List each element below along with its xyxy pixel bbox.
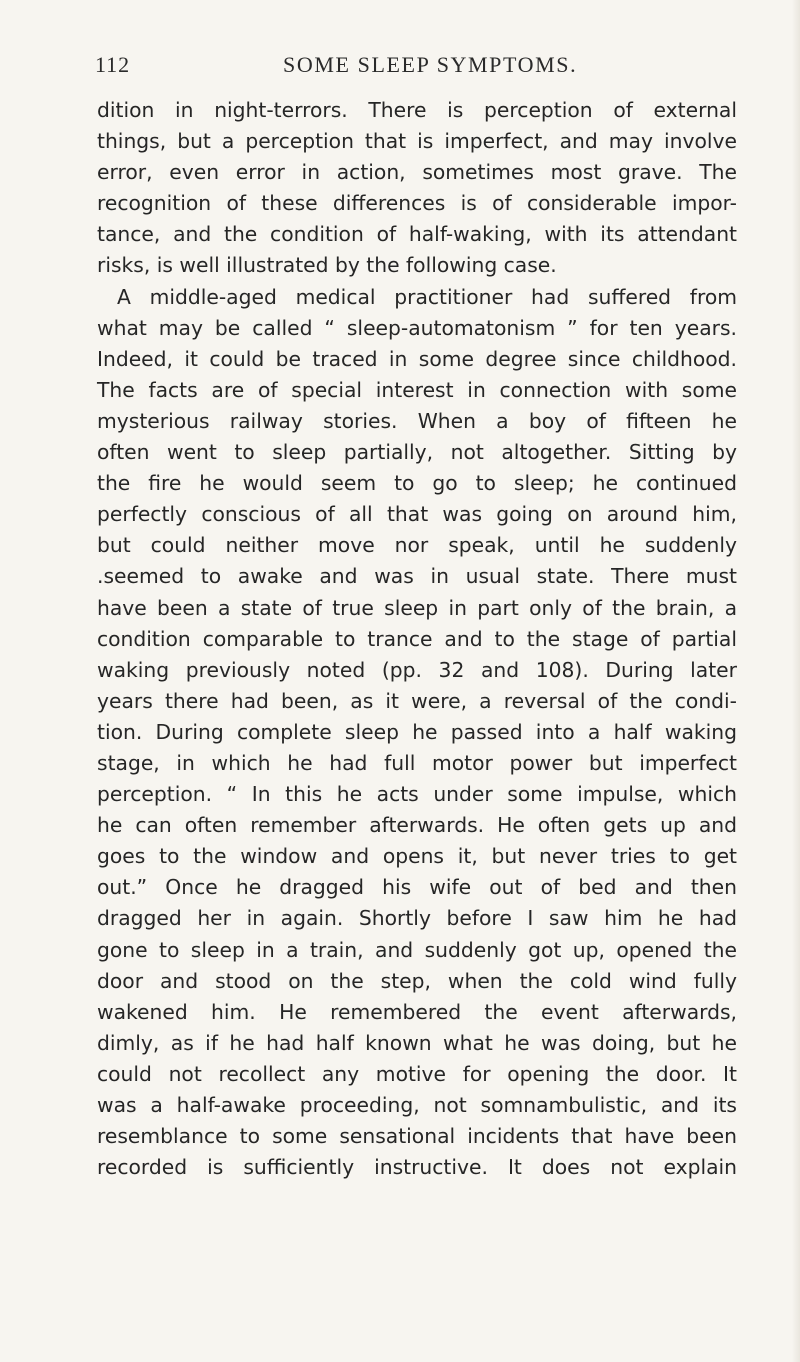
text-line: was a half-awake proceeding, not somnambulistic, and its xyxy=(97,1093,737,1117)
text-line: resemblance to some sensational incidents that have been xyxy=(97,1124,737,1149)
text-line: things, but a perception that is imperfect, and may involve xyxy=(97,129,737,154)
text-line: wakened him. He remembered the event afterwards, xyxy=(97,999,737,1024)
text-line: mysterious railway stories. When a boy of fifteen he xyxy=(97,408,737,433)
text-line: goes to the window and opens it, but never tries to get xyxy=(97,844,737,869)
text-line: tance, and the condition of half-waking, with its attendant xyxy=(97,222,737,247)
text-line: A middle-aged medical practitioner had suffered from xyxy=(117,284,737,309)
body-text xyxy=(97,95,737,1183)
text-line: tion. During complete sleep he passed into a half waking xyxy=(97,719,737,744)
page-number: 112 xyxy=(95,52,131,77)
text-line: condition comparable to trance and to the stage of partial xyxy=(97,626,737,651)
page-header xyxy=(95,52,735,86)
text-line: risks, is well illustrated by the following case. xyxy=(97,253,557,278)
text-line: door and stood on the step, when the cold wind fully xyxy=(97,968,737,993)
text-line: what may be called “ sleep-automatonism ” for ten years. xyxy=(97,315,737,340)
text-line: have been a state of true sleep in part only of the brain, a xyxy=(97,595,737,620)
text-line: but could neither move nor speak, until he suddenly xyxy=(97,533,737,558)
text-line: gone to sleep in a train, and suddenly got up, opened the xyxy=(97,937,737,962)
text-line: he can often remember afterwards. He often gets up and xyxy=(97,813,737,838)
text-line: dimly, as if he had half known what he was doing, but he xyxy=(97,1030,737,1055)
text-line: waking previously noted (pp. 32 and 108). During later xyxy=(97,657,737,682)
text-line: perfectly conscious of all that was going on around him, xyxy=(97,502,737,527)
text-line: recognition of these differences is of considerable impor- xyxy=(97,191,737,216)
text-line: out.” Once he dragged his wife out of bed and then xyxy=(97,875,737,900)
text-line: perception. “ In this he acts under some impulse, which xyxy=(97,782,737,807)
text-line: stage, in which he had full motor power but imperfect xyxy=(97,750,737,775)
page-edge xyxy=(792,0,800,1362)
text-line: years there had been, as it were, a reversal of the condi- xyxy=(97,688,737,713)
text-line: Indeed, it could be traced in some degree since childhood. xyxy=(97,346,737,371)
text-line: recorded is sufficiently instructive. It does not explain xyxy=(97,1155,737,1180)
text-line: the fire he would seem to go to sleep; he continued xyxy=(97,471,737,496)
running-head: SOME SLEEP SYMPTOMS. xyxy=(283,52,578,77)
text-line: error, even error in action, sometimes most grave. The xyxy=(97,160,737,185)
text-line: The facts are of special interest in connection with some xyxy=(97,377,737,402)
text-line: often went to sleep partially, not altogether. Sitting by xyxy=(97,440,737,465)
text-line: could not recollect any motive for opening the door. It xyxy=(97,1061,737,1086)
text-line: .seemed to awake and was in usual state. There must xyxy=(97,564,737,589)
text-line: dragged her in again. Shortly before I saw him he had xyxy=(97,906,737,931)
text-line: dition in night-terrors. There is perception of external xyxy=(97,98,737,122)
